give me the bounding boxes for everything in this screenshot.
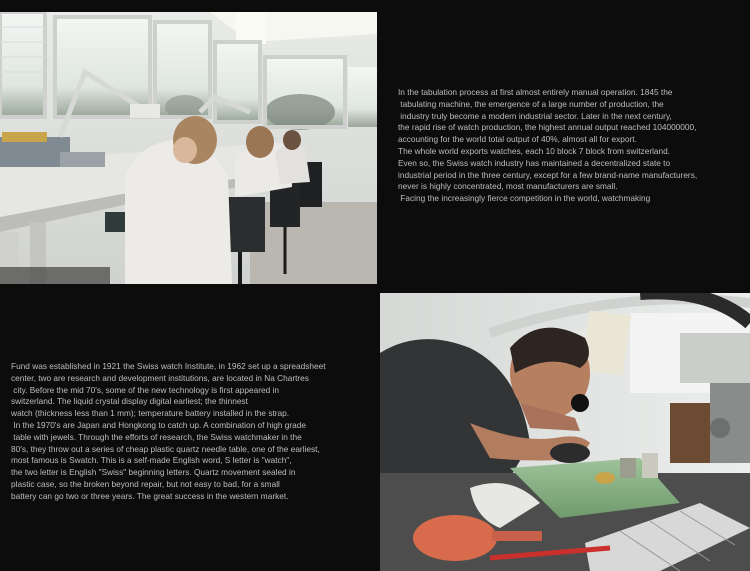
text-line: Fund was established in 1921 the Swiss watch Institute, in 1962 set up a spreadsheet <box>11 361 326 371</box>
text-line: battery can go two or three years. The great success in the western market. <box>11 490 289 501</box>
text-line: most famous is Swatch. This is a self-made English word, S letter is "watch", <box>11 455 292 466</box>
text-line: never is highly concentrated, most manufacturers are small. <box>398 181 618 192</box>
text-line: plastic case, so the broken beyond repair, but not easy to bad, for a small <box>11 478 280 489</box>
text-line: In the 1970's are Japan and Hongkong to catch up. A combination of high grade <box>11 419 306 430</box>
text-line: switzerland. The liquid crystal display digital earliest; the thinnest <box>11 396 248 407</box>
text-line: the rapid rise of watch production, the highest annual output reached 104000000, <box>398 122 697 133</box>
text-line: Even so, the Swiss watch industry has maintained a decentralized state to <box>398 157 671 168</box>
text-line: city. Before the mid 70's, some of the new technology is first appeared in <box>11 384 279 395</box>
history-text-bottom <box>11 361 376 503</box>
text-line: tabulating machine, the emergence of a large number of production, the <box>398 98 664 109</box>
text-line: the two letter is English "Swiss" beginning letters. Quartz movement sealed in <box>11 467 296 478</box>
text-line: table with jewels. Through the efforts of research, the Swiss watchmaker in the <box>11 431 302 442</box>
text-line: The whole world exports watches, each 10 block 7 block from switzerland. <box>398 145 671 156</box>
text-line: industrial period in the three century, except for a few brand-name manufacturers, <box>398 169 698 180</box>
text-line: Facing the increasingly fierce competition in the world, watchmaking <box>398 193 651 204</box>
workshop-photo <box>0 12 377 284</box>
text-line: industry truly become a modern industrial sector. Later in the next century, <box>398 110 672 121</box>
history-text-top <box>398 87 748 205</box>
text-line: 80's, they throw out a series of cheap plastic quartz needle table, one of the earliest, <box>11 443 320 454</box>
text-line: center, two are research and development institutions, are located in Na Chartres <box>11 372 309 383</box>
text-line: accounting for the world total output of 40%, almost all for export. <box>398 134 637 145</box>
text-line: In the tabulation process at first almost entirely manual operation. 1845 the <box>398 87 673 97</box>
watchmaker-photo <box>380 293 750 571</box>
text-line: watch (thickness less than 1 mm); temperature battery installed in the strap. <box>11 408 290 419</box>
